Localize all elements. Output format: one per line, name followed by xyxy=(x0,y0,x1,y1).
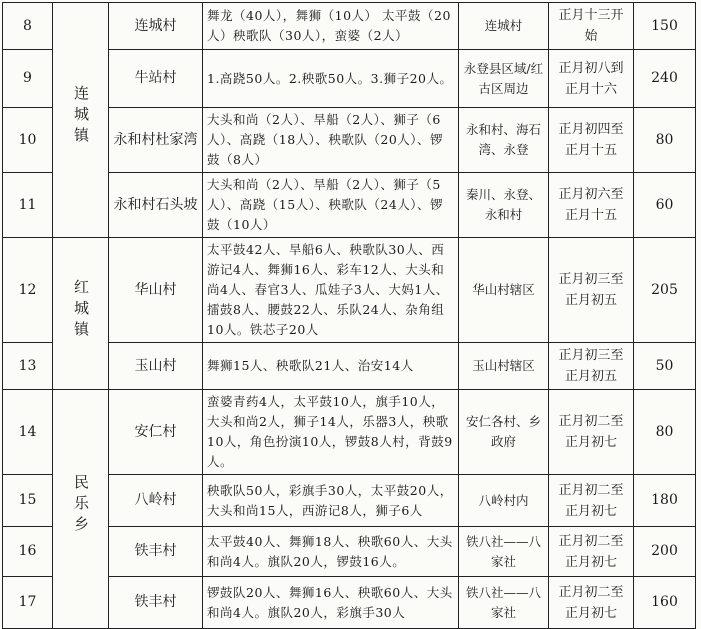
count-cell: 80 xyxy=(634,390,696,475)
area-cell: 八岭村内 xyxy=(459,475,549,527)
table-row xyxy=(3,390,696,475)
village-cell: 牛站村 xyxy=(109,50,203,108)
area-cell: 秦川、永登、永和村 xyxy=(459,173,549,238)
village-cell: 铁丰村 xyxy=(109,577,203,629)
area-cell: 安仁各村、乡政府 xyxy=(459,390,549,475)
program-cell: 1.高跷50人。2.秧歌50人。3.狮子20人。 xyxy=(203,50,459,108)
village-cell: 安仁村 xyxy=(109,390,203,475)
program-cell: 太平鼓42人、旱船6人、秧歌队30人、西游记4人、舞狮16人、彩车12人、大头和尚4人、春官3人、瓜娃子3人、大妈1人、擂鼓8人、腰鼓22人、乐队24人、杂角组10人。铁芯子20人 xyxy=(203,238,459,343)
count-cell: 160 xyxy=(634,577,696,629)
area-cell: 永和村、海石湾、永登 xyxy=(459,108,549,173)
town-cell xyxy=(53,238,109,390)
activity-table xyxy=(2,2,696,629)
time-cell: 正月初三至正月初五 xyxy=(549,343,634,390)
program-cell: 太平鼓40人、舞狮18人、秧歌60人、大头和尚4人。旗队20人，锣鼓16人。 xyxy=(203,527,459,577)
program-cell: 舞狮15人、秧歌队21人、治安14人 xyxy=(203,343,459,390)
town-name: 民乐乡 xyxy=(72,474,90,537)
area-cell: 连城村 xyxy=(459,3,549,50)
area-cell: 铁八社——八家社 xyxy=(459,527,549,577)
area-cell: 玉山村辖区 xyxy=(459,343,549,390)
row-number-cell: 14 xyxy=(3,390,53,475)
area-cell: 铁八社——八家社 xyxy=(459,577,549,629)
row-number-cell: 10 xyxy=(3,108,53,173)
count-cell: 50 xyxy=(634,343,696,390)
count-cell: 200 xyxy=(634,527,696,577)
time-cell: 正月初三至正月初五 xyxy=(549,238,634,343)
time-cell: 正月初四至正月十五 xyxy=(549,108,634,173)
town-name: 连城镇 xyxy=(72,85,90,148)
row-number-cell: 16 xyxy=(3,527,53,577)
area-cell: 华山村辖区 xyxy=(459,238,549,343)
village-cell: 华山村 xyxy=(109,238,203,343)
village-cell: 永和村杜家湾 xyxy=(109,108,203,173)
village-cell: 玉山村 xyxy=(109,343,203,390)
count-cell: 180 xyxy=(634,475,696,527)
program-cell: 大头和尚（2人）、旱船（2人）、狮子（6人）、高跷（18人）、秧歌队（20人）、锣鼓（8人） xyxy=(203,108,459,173)
time-cell: 正月初二至正月初七 xyxy=(549,527,634,577)
row-number-cell: 12 xyxy=(3,238,53,343)
count-cell: 150 xyxy=(634,3,696,50)
village-cell: 八岭村 xyxy=(109,475,203,527)
time-cell: 正月初二至正月初七 xyxy=(549,577,634,629)
program-cell: 大头和尚（2人）、旱船（2人）、狮子（5人）、高跷（15人）、秧歌队（24人）、锣鼓（10人） xyxy=(203,173,459,238)
count-cell: 240 xyxy=(634,50,696,108)
time-cell: 正月初六至正月十五 xyxy=(549,173,634,238)
row-number-cell: 9 xyxy=(3,50,53,108)
row-number-cell: 11 xyxy=(3,173,53,238)
row-number-cell: 17 xyxy=(3,577,53,629)
village-cell: 连城村 xyxy=(109,3,203,50)
time-cell: 正月初八到正月十六 xyxy=(549,50,634,108)
village-cell: 铁丰村 xyxy=(109,527,203,577)
program-cell: 锣鼓队20人、舞狮16人、秧歌60人、大头和尚4人。旗队20人，彩旗手30人 xyxy=(203,577,459,629)
village-cell: 永和村石头坡 xyxy=(109,173,203,238)
count-cell: 60 xyxy=(634,173,696,238)
time-cell: 正月初二至正月初七 xyxy=(549,390,634,475)
time-cell: 正月初二至正月初七 xyxy=(549,475,634,527)
town-name: 红城镇 xyxy=(72,278,90,342)
table-row xyxy=(3,238,696,343)
row-number-cell: 8 xyxy=(3,3,53,50)
count-cell: 205 xyxy=(634,238,696,343)
program-cell: 舞龙（40人），舞狮（10人） 太平鼓（20人）秧歌队（30人），蛮婆（2人） xyxy=(203,3,459,50)
program-cell: 秧歌队50人，彩旗手30人，太平鼓20人，大头和尚15人，西游记8人，狮子6人 xyxy=(203,475,459,527)
row-number-cell: 13 xyxy=(3,343,53,390)
area-cell: 永登县区域/红古区周边 xyxy=(459,50,549,108)
town-cell xyxy=(53,390,109,629)
program-cell: 蛮婆青药4人，太平鼓10人，旗手10人，大头和尚2人，狮子14人，乐器3人，秧歌10人，角色扮演10人，锣鼓8人村，背鼓9人。 xyxy=(203,390,459,475)
table-row xyxy=(3,3,696,50)
time-cell: 正月十三开始 xyxy=(549,3,634,50)
row-number-cell: 15 xyxy=(3,475,53,527)
town-cell xyxy=(53,3,109,238)
count-cell: 80 xyxy=(634,108,696,173)
